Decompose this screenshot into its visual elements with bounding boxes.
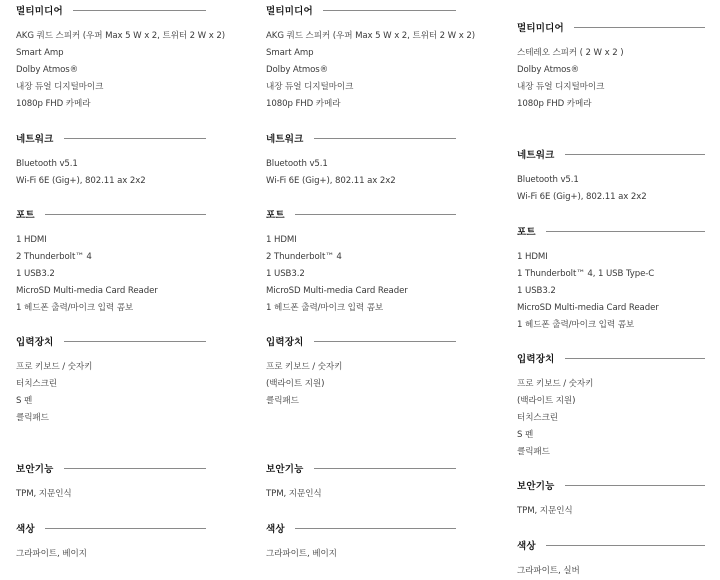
spec-section-security: [517, 477, 705, 520]
spec-item: Wi-Fi 6E (Gig+), 802.11 ax 2x2: [517, 192, 647, 202]
spec-section-color: [16, 520, 206, 563]
section-header: [266, 460, 456, 476]
section-divider: [45, 214, 206, 215]
section-header: [266, 520, 456, 536]
spec-item-list: [266, 359, 456, 410]
spec-item-list: [266, 486, 456, 503]
spec-section-color: [517, 537, 705, 580]
section-divider: [64, 468, 206, 469]
spec-item-list: [517, 563, 705, 580]
section-divider: [565, 485, 705, 486]
spec-item: 내장 듀얼 디지털마이크: [266, 82, 354, 92]
section-divider: [546, 545, 705, 546]
section-header: [517, 223, 705, 239]
spec-item-list: [16, 232, 206, 317]
spec-item: 1 헤드폰 출력/마이크 입력 콤보: [16, 303, 134, 313]
section-divider: [64, 341, 206, 342]
section-header: [517, 537, 705, 553]
spec-item: 1 HDMI: [266, 235, 297, 245]
section-title: 멀티미디어: [266, 6, 313, 17]
spec-item: MicroSD Multi-media Card Reader: [16, 286, 158, 296]
section-title: 색상: [517, 541, 536, 552]
section-title: 네트워크: [517, 150, 555, 161]
spec-item: Dolby Atmos®: [266, 65, 329, 75]
section-title: 입력장치: [266, 337, 304, 348]
spec-item: 1 Thunderbolt™ 4, 1 USB Type-C: [517, 269, 655, 279]
spec-item: Bluetooth v5.1: [517, 175, 579, 185]
spec-item: 1 헤드폰 출력/마이크 입력 콤보: [517, 320, 635, 330]
section-title: 멀티미디어: [517, 23, 564, 34]
section-divider: [546, 231, 705, 232]
spec-item: 스테레오 스피커 ( 2 W x 2 ): [517, 48, 624, 58]
spec-item: Bluetooth v5.1: [266, 159, 328, 169]
section-divider: [295, 214, 456, 215]
spec-item-list: [16, 359, 206, 427]
section-title: 색상: [16, 524, 35, 535]
spec-item-list: [517, 249, 705, 334]
section-divider: [323, 10, 456, 11]
section-divider: [64, 138, 206, 139]
spec-item: 그라파이트, 베이지: [16, 549, 87, 559]
spec-item: 클릭패드: [266, 396, 299, 406]
spec-item: 1080p FHD 카메라: [16, 99, 91, 109]
section-divider: [73, 10, 206, 11]
spec-item-list: [266, 28, 475, 113]
spec-section-ports: [517, 223, 705, 334]
section-divider: [574, 27, 705, 28]
spec-section-input: [517, 350, 705, 461]
spec-item: Dolby Atmos®: [16, 65, 79, 75]
spec-item: 1 USB3.2: [16, 269, 55, 279]
section-header: [517, 477, 705, 493]
section-header: [16, 2, 206, 18]
spec-section-multimedia: [266, 2, 475, 113]
spec-section-security: [266, 460, 456, 503]
spec-item: 1 USB3.2: [517, 286, 556, 296]
spec-item: 2 Thunderbolt™ 4: [266, 252, 342, 262]
section-title: 입력장치: [16, 337, 54, 348]
spec-section-color: [266, 520, 456, 563]
section-title: 포트: [266, 210, 285, 221]
section-title: 포트: [16, 210, 35, 221]
spec-item-list: [517, 376, 705, 461]
spec-item-list: [16, 546, 206, 563]
spec-item: TPM, 지문인식: [517, 506, 573, 516]
spec-item: 그라파이트, 실버: [517, 566, 580, 576]
spec-section-ports: [16, 206, 206, 317]
spec-item-list: [266, 546, 456, 563]
spec-section-network: [16, 130, 206, 190]
section-header: [16, 333, 206, 349]
spec-item: AKG 쿼드 스피커 (우퍼 Max 5 W x 2, 트위터 2 W x 2): [16, 31, 225, 41]
section-title: 입력장치: [517, 354, 555, 365]
spec-item: 2 Thunderbolt™ 4: [16, 252, 92, 262]
section-title: 네트워크: [266, 134, 304, 145]
section-header: [16, 520, 206, 536]
section-title: 멀티미디어: [16, 6, 63, 17]
section-header: [266, 333, 456, 349]
spec-item-list: [517, 503, 705, 520]
spec-item-list: [266, 232, 456, 317]
spec-item: (백라이트 지원): [517, 396, 576, 406]
spec-item: (백라이트 지원): [266, 379, 325, 389]
spec-item: Wi-Fi 6E (Gig+), 802.11 ax 2x2: [16, 176, 146, 186]
spec-item: 터치스크린: [16, 379, 58, 389]
spec-item-list: [266, 156, 456, 190]
section-divider: [295, 528, 456, 529]
section-header: [16, 130, 206, 146]
spec-section-multimedia: [517, 19, 705, 113]
section-header: [16, 460, 206, 476]
section-divider: [565, 154, 705, 155]
section-divider: [314, 341, 456, 342]
section-header: [16, 206, 206, 222]
spec-section-ports: [266, 206, 456, 317]
spec-item-list: [517, 172, 705, 206]
spec-item: 프로 키보드 / 숫자키: [517, 379, 594, 389]
spec-item: Dolby Atmos®: [517, 65, 580, 75]
spec-item: 1 HDMI: [517, 252, 548, 262]
spec-item: 클릭패드: [517, 447, 550, 457]
spec-item: 내장 듀얼 디지털마이크: [517, 82, 605, 92]
spec-item: 내장 듀얼 디지털마이크: [16, 82, 104, 92]
section-title: 색상: [266, 524, 285, 535]
spec-item: Bluetooth v5.1: [16, 159, 78, 169]
spec-item: 1 USB3.2: [266, 269, 305, 279]
spec-section-input: [16, 333, 206, 427]
spec-item: 클릭패드: [16, 413, 49, 423]
section-header: [266, 206, 456, 222]
section-divider: [314, 138, 456, 139]
spec-item: S 펜: [517, 430, 534, 440]
section-header: [517, 350, 705, 366]
section-divider: [565, 358, 705, 359]
spec-item: TPM, 지문인식: [16, 489, 72, 499]
spec-item: MicroSD Multi-media Card Reader: [517, 303, 659, 313]
section-title: 보안기능: [266, 464, 304, 475]
spec-item: 1 헤드폰 출력/마이크 입력 콤보: [266, 303, 384, 313]
section-divider: [314, 468, 456, 469]
spec-item: 프로 키보드 / 숫자키: [266, 362, 343, 372]
spec-item: TPM, 지문인식: [266, 489, 322, 499]
spec-section-network: [266, 130, 456, 190]
spec-item-list: [517, 45, 705, 113]
spec-section-network: [517, 146, 705, 206]
spec-item: 프로 키보드 / 숫자키: [16, 362, 93, 372]
spec-item-list: [16, 486, 206, 503]
spec-item-list: [16, 28, 225, 113]
spec-item: Smart Amp: [266, 48, 314, 58]
spec-item-list: [16, 156, 206, 190]
spec-item: MicroSD Multi-media Card Reader: [266, 286, 408, 296]
section-header: [517, 146, 705, 162]
section-header: [266, 130, 456, 146]
spec-section-security: [16, 460, 206, 503]
spec-item: 그라파이트, 베이지: [266, 549, 337, 559]
section-title: 포트: [517, 227, 536, 238]
spec-item: S 펜: [16, 396, 33, 406]
section-header: [517, 19, 705, 35]
section-title: 네트워크: [16, 134, 54, 145]
section-title: 보안기능: [517, 481, 555, 492]
spec-item: AKG 쿼드 스피커 (우퍼 Max 5 W x 2, 트위터 2 W x 2): [266, 31, 475, 41]
spec-item: 터치스크린: [517, 413, 559, 423]
section-header: [266, 2, 456, 18]
section-divider: [45, 528, 206, 529]
section-title: 보안기능: [16, 464, 54, 475]
spec-item: 1080p FHD 카메라: [517, 99, 592, 109]
spec-item: 1080p FHD 카메라: [266, 99, 341, 109]
spec-item: 1 HDMI: [16, 235, 47, 245]
spec-item: Wi-Fi 6E (Gig+), 802.11 ax 2x2: [266, 176, 396, 186]
spec-section-multimedia: [16, 2, 225, 113]
spec-section-input: [266, 333, 456, 410]
spec-item: Smart Amp: [16, 48, 64, 58]
